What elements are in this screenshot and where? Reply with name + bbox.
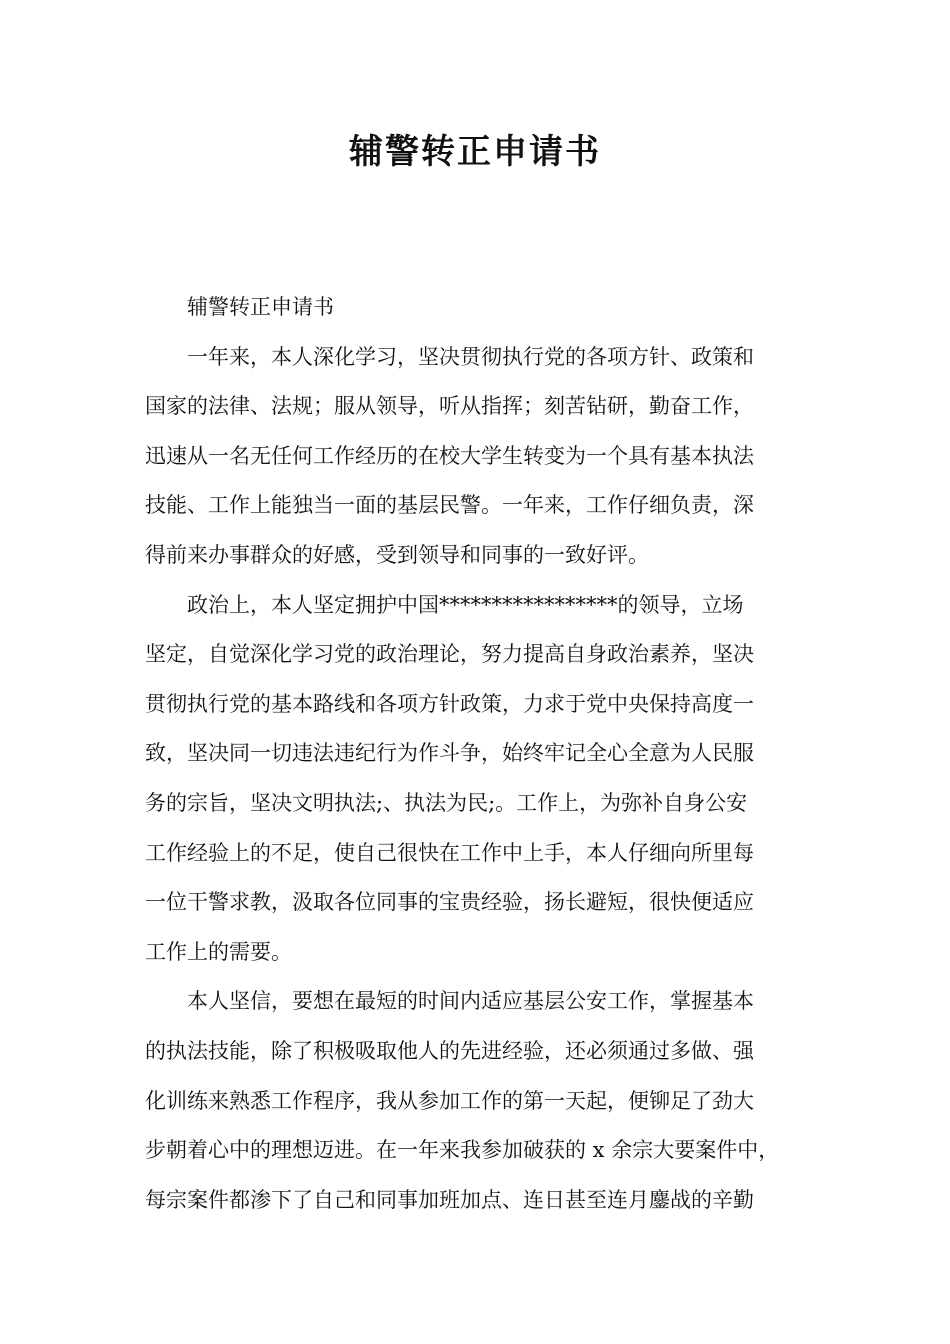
paragraph-politics <box>145 581 821 978</box>
text-line: 工作经验上的不足，使自己很快在工作中上手，本人仔细向所里每 <box>145 840 754 865</box>
document-body <box>145 283 821 1225</box>
text-line: 坚定，自觉深化学习党的政治理论，努力提高自身政治素养，坚决 <box>145 642 754 667</box>
paragraph-intro <box>145 333 821 581</box>
text-line: 迅速从一名无任何工作经历的在校大学生转变为一个具有基本执法 <box>145 443 754 468</box>
text-line: 贯彻执行党的基本路线和各项方针政策，力求于党中央保持高度一 <box>145 691 754 716</box>
text-line: 政治上，本人坚定拥护中国*****************的领导，立场 <box>187 592 744 617</box>
text-line: 技能、工作上能独当一面的基层民警。一年来，工作仔细负责，深 <box>145 493 754 518</box>
paragraph-belief <box>145 977 821 1225</box>
text-line: 化训练来熟悉工作程序，我从参加工作的第一天起，便铆足了劲大 <box>145 1088 754 1113</box>
paragraph-heading <box>145 283 821 333</box>
text-line: 国家的法律、法规；服从领导，听从指挥；刻苦钻研，勤奋工作， <box>145 394 754 419</box>
text-line: 辅警转正申请书 <box>187 295 334 319</box>
text-line: 务的宗旨，坚决文明执法;、执法为民;。工作上，为弥补自身公安 <box>145 790 748 815</box>
text-line: 一位干警求教，汲取各位同事的宝贵经验，扬长避短，很快便适应 <box>145 890 754 915</box>
text-line: 的执法技能，除了积极吸取他人的先进经验，还必须通过多做、强 <box>145 1038 754 1063</box>
text-line: 每宗案件都渗下了自己和同事加班加点、连日甚至连月鏖战的辛勤 <box>145 1187 754 1212</box>
text-line: 一年来，本人深化学习，坚决贯彻执行党的各项方针、政策和 <box>187 344 754 369</box>
text-line: 本人坚信，要想在最短的时间内适应基层公安工作，掌握基本 <box>187 989 754 1014</box>
text-line: 步朝着心中的理想迈进。在一年来我参加破获的 x 余宗大要案件中， <box>145 1138 780 1163</box>
text-line: 工作上的需要。 <box>145 939 292 964</box>
document-title: 辅警转正申请书 <box>349 132 601 172</box>
text-line: 得前来办事群众的好感，受到领导和同事的一致好评。 <box>145 542 649 567</box>
text-line: 致，坚决同一切违法违纪行为作斗争，始终牢记全心全意为人民服 <box>145 741 754 766</box>
